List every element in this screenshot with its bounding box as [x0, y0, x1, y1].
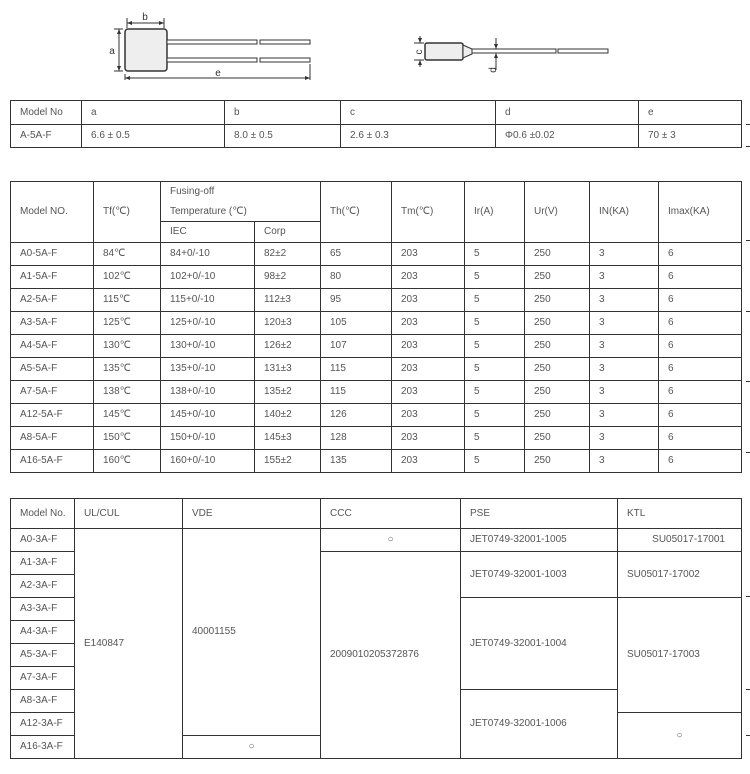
cert-model: A5-3A-F [11, 644, 75, 667]
spec-cell-model: A5-5A-F [11, 358, 94, 381]
dimensions-header-row [11, 101, 742, 125]
cert-header-pse: PSE [461, 499, 618, 529]
spec-cell-iec: 115+0/-10 [161, 289, 255, 312]
specs-body [11, 243, 742, 473]
dim-value-a: 6.6 ± 0.5 [82, 125, 225, 148]
spec-cell-ir: 5 [465, 404, 525, 427]
spec-header-in: IN(KA) [590, 182, 659, 243]
label-e: e [215, 68, 221, 79]
spec-cell-in: 3 [590, 243, 659, 266]
spec-cell-ir: 5 [465, 427, 525, 450]
spec-cell-iec: 160+0/-10 [161, 450, 255, 473]
spec-cell-tf: 150℃ [94, 427, 161, 450]
spec-header-ir: Ir(A) [465, 182, 525, 243]
spec-cell-tf: 115℃ [94, 289, 161, 312]
cert-model: A12-3A-F [11, 713, 75, 736]
spec-cell-ir: 5 [465, 381, 525, 404]
spec-header-fusing-line1: Fusing-off [170, 185, 215, 197]
spec-cell-iec: 125+0/-10 [161, 312, 255, 335]
spec-cell-model: A7-5A-F [11, 381, 94, 404]
cert-pse-1005: JET0749-32001-1005 [461, 529, 618, 552]
spec-cell-imax: 6 [659, 381, 742, 404]
spec-cell-in: 3 [590, 335, 659, 358]
spec-cell-model: A3-5A-F [11, 312, 94, 335]
spec-header-imax: Imax(KA) [659, 182, 742, 243]
spec-cell-iec: 130+0/-10 [161, 335, 255, 358]
spec-cell-ur: 250 [525, 404, 590, 427]
spec-cell-th: 65 [321, 243, 392, 266]
certs-header-row [11, 499, 742, 529]
spec-cell-ir: 5 [465, 358, 525, 381]
cert-ccc-value: 2009010205372876 [321, 552, 461, 759]
dim-value-e: 70 ± 3 [639, 125, 742, 148]
spec-cell-imax: 6 [659, 312, 742, 335]
spec-cell-model: A2-5A-F [11, 289, 94, 312]
cert-model: A16-3A-F [11, 736, 75, 759]
dim-value-b: 8.0 ± 0.5 [225, 125, 341, 148]
specs-table [10, 181, 742, 473]
spec-cell-tm: 203 [392, 404, 465, 427]
component-top-view-drawing [105, 12, 320, 84]
spec-cell-ur: 250 [525, 450, 590, 473]
spec-cell-corp: 155±2 [255, 450, 321, 473]
spec-cell-corp: 145±3 [255, 427, 321, 450]
spec-cell-imax: 6 [659, 266, 742, 289]
spec-row [11, 335, 742, 358]
spec-row [11, 450, 742, 473]
spec-cell-model: A12-5A-F [11, 404, 94, 427]
spec-cell-ir: 5 [465, 289, 525, 312]
spec-cell-ir: 5 [465, 450, 525, 473]
spec-cell-th: 105 [321, 312, 392, 335]
spec-cell-th: 80 [321, 266, 392, 289]
spec-cell-corp: 131±3 [255, 358, 321, 381]
spec-cell-tm: 203 [392, 450, 465, 473]
cert-header-vde: VDE [183, 499, 321, 529]
spec-cell-imax: 6 [659, 404, 742, 427]
cert-header-ccc: CCC [321, 499, 461, 529]
spec-cell-th: 126 [321, 404, 392, 427]
spec-cell-iec: 150+0/-10 [161, 427, 255, 450]
cert-header-ktl: KTL [618, 499, 742, 529]
certifications-table [10, 498, 742, 759]
spec-cell-th: 135 [321, 450, 392, 473]
spec-cell-iec: 102+0/-10 [161, 266, 255, 289]
label-a: a [109, 46, 115, 57]
cert-header-model: Model No. [11, 499, 75, 529]
cert-vde-last: ○ [183, 736, 321, 759]
spec-cell-ur: 250 [525, 427, 590, 450]
spec-cell-iec: 84+0/-10 [161, 243, 255, 266]
dim-header-d: d [496, 101, 639, 125]
dim-value-model: A-5A-F [11, 125, 82, 148]
cert-ktl-17002: SU05017-17002 [618, 552, 742, 598]
cert-header-ul: UL/CUL [75, 499, 183, 529]
spec-row [11, 381, 742, 404]
spec-cell-tm: 203 [392, 358, 465, 381]
spec-cell-in: 3 [590, 289, 659, 312]
spec-cell-in: 3 [590, 358, 659, 381]
specs-header-row-1 [11, 182, 742, 222]
cert-pse-1003: JET0749-32001-1003 [461, 552, 618, 598]
spec-header-ur: Ur(V) [525, 182, 590, 243]
spec-cell-tf: 160℃ [94, 450, 161, 473]
spec-cell-model: A8-5A-F [11, 427, 94, 450]
spec-cell-corp: 126±2 [255, 335, 321, 358]
spec-cell-ir: 5 [465, 266, 525, 289]
spec-row [11, 312, 742, 335]
edge-tick [746, 311, 750, 312]
spec-cell-iec: 145+0/-10 [161, 404, 255, 427]
cert-model: A2-3A-F [11, 575, 75, 598]
dimensions-table [10, 100, 742, 148]
edge-tick [746, 452, 750, 453]
spec-row [11, 289, 742, 312]
spec-cell-tf: 138℃ [94, 381, 161, 404]
spec-cell-ur: 250 [525, 243, 590, 266]
spec-row [11, 404, 742, 427]
spec-cell-corp: 98±2 [255, 266, 321, 289]
spec-cell-model: A0-5A-F [11, 243, 94, 266]
spec-cell-ur: 250 [525, 266, 590, 289]
cert-pse-1004: JET0749-32001-1004 [461, 598, 618, 690]
spec-cell-ir: 5 [465, 243, 525, 266]
spec-cell-th: 115 [321, 358, 392, 381]
cert-row [11, 529, 742, 552]
dim-value-d: Φ0.6 ±0.02 [496, 125, 639, 148]
edge-tick [746, 596, 750, 597]
cert-model: A1-3A-F [11, 552, 75, 575]
dim-header-b: b [225, 101, 341, 125]
spec-cell-tm: 203 [392, 381, 465, 404]
cert-ktl-17003: SU05017-17003 [618, 598, 742, 713]
spec-header-corp: Corp [255, 222, 321, 243]
spec-cell-tm: 203 [392, 427, 465, 450]
dim-header-e: e [639, 101, 742, 125]
cert-ktl-last: ○ [618, 713, 742, 759]
dimensions-value-row [11, 125, 742, 148]
spec-cell-tm: 203 [392, 289, 465, 312]
spec-cell-ur: 250 [525, 335, 590, 358]
cert-model: A0-3A-F [11, 529, 75, 552]
cert-model: A7-3A-F [11, 667, 75, 690]
spec-cell-th: 107 [321, 335, 392, 358]
spec-cell-th: 115 [321, 381, 392, 404]
edge-tick [746, 381, 750, 382]
label-b: b [142, 12, 148, 23]
spec-cell-model: A1-5A-F [11, 266, 94, 289]
cert-ccc-first: ○ [321, 529, 461, 552]
spec-cell-imax: 6 [659, 335, 742, 358]
spec-cell-in: 3 [590, 404, 659, 427]
spec-cell-tm: 203 [392, 266, 465, 289]
spec-cell-tm: 203 [392, 243, 465, 266]
spec-cell-tf: 102℃ [94, 266, 161, 289]
spec-cell-imax: 6 [659, 427, 742, 450]
spec-header-iec: IEC [161, 222, 255, 243]
spec-cell-tf: 125℃ [94, 312, 161, 335]
spec-cell-tf: 145℃ [94, 404, 161, 427]
spec-cell-ur: 250 [525, 312, 590, 335]
spec-cell-in: 3 [590, 427, 659, 450]
spec-cell-corp: 82±2 [255, 243, 321, 266]
spec-cell-corp: 135±2 [255, 381, 321, 404]
spec-cell-imax: 6 [659, 358, 742, 381]
spec-cell-imax: 6 [659, 450, 742, 473]
spec-header-fusing-line2: Temperature (℃) [170, 205, 247, 217]
edge-tick [746, 124, 750, 125]
spec-row [11, 358, 742, 381]
spec-row [11, 243, 742, 266]
label-c: c [414, 49, 425, 55]
spec-cell-corp: 120±3 [255, 312, 321, 335]
spec-header-tf: Tf(℃) [94, 182, 161, 243]
spec-cell-imax: 6 [659, 243, 742, 266]
cert-ktl-17001: SU05017-17001 [618, 529, 742, 552]
spec-cell-ir: 5 [465, 335, 525, 358]
spec-header-tm: Tm(℃) [392, 182, 465, 243]
edge-tick [746, 240, 750, 241]
edge-tick [746, 146, 750, 147]
spec-cell-th: 128 [321, 427, 392, 450]
spec-header-model: Model NO. [11, 182, 94, 243]
spec-cell-th: 95 [321, 289, 392, 312]
component-side-view-drawing [410, 30, 615, 80]
spec-cell-tf: 84℃ [94, 243, 161, 266]
spec-cell-ur: 250 [525, 358, 590, 381]
spec-row [11, 266, 742, 289]
dim-value-c: 2.6 ± 0.3 [341, 125, 496, 148]
spec-cell-iec: 138+0/-10 [161, 381, 255, 404]
dim-header-a: a [82, 101, 225, 125]
spec-cell-iec: 135+0/-10 [161, 358, 255, 381]
dim-header-c: c [341, 101, 496, 125]
spec-header-th: Th(℃) [321, 182, 392, 243]
spec-cell-corp: 140±2 [255, 404, 321, 427]
spec-cell-tf: 130℃ [94, 335, 161, 358]
spec-cell-tm: 203 [392, 335, 465, 358]
spec-cell-corp: 112±3 [255, 289, 321, 312]
spec-cell-model: A16-5A-F [11, 450, 94, 473]
spec-cell-model: A4-5A-F [11, 335, 94, 358]
cert-model: A8-3A-F [11, 690, 75, 713]
spec-cell-in: 3 [590, 381, 659, 404]
spec-cell-imax: 6 [659, 289, 742, 312]
cert-model: A3-3A-F [11, 598, 75, 621]
cert-ul-value: E140847 [75, 529, 183, 759]
spec-cell-tm: 203 [392, 312, 465, 335]
spec-cell-tf: 135℃ [94, 358, 161, 381]
spec-cell-in: 3 [590, 450, 659, 473]
spec-cell-ir: 5 [465, 312, 525, 335]
label-d: d [488, 67, 499, 73]
spec-header-fusing [161, 182, 321, 222]
spec-cell-ur: 250 [525, 289, 590, 312]
cert-pse-1006: JET0749-32001-1006 [461, 690, 618, 759]
spec-cell-in: 3 [590, 312, 659, 335]
spec-row [11, 427, 742, 450]
spec-cell-ur: 250 [525, 381, 590, 404]
spec-cell-in: 3 [590, 266, 659, 289]
dim-header-model: Model No [11, 101, 82, 125]
cert-model: A4-3A-F [11, 621, 75, 644]
edge-tick [746, 689, 750, 690]
edge-tick [746, 735, 750, 736]
cert-vde-value: 40001155 [183, 529, 321, 736]
